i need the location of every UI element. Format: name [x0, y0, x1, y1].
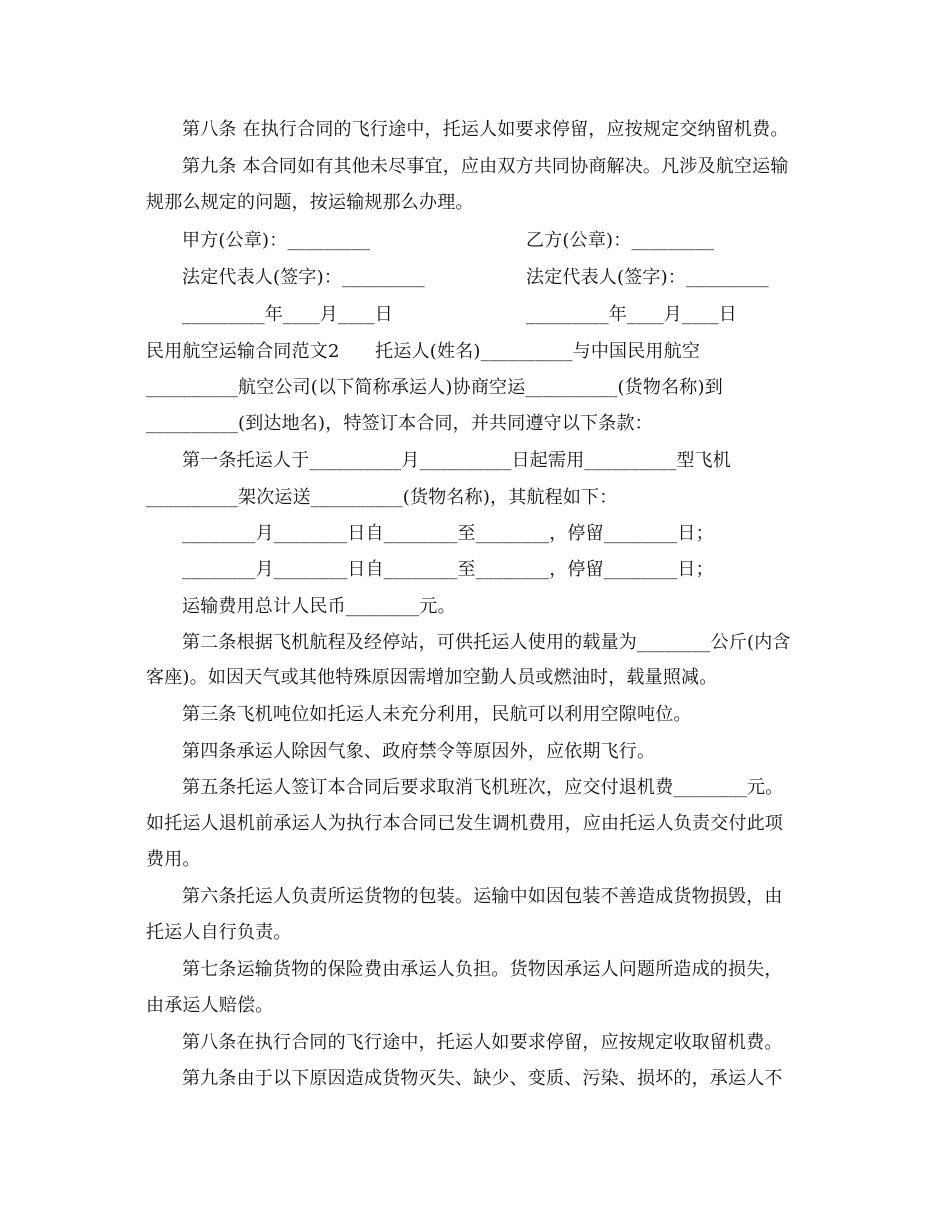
clause-9-text: 第九条由于以下原因造成货物灭失、缺少、变质、污染、损坏的，承运人不	[182, 1068, 783, 1089]
route-line-2: ________月________日自________至________，停留________日；	[182, 559, 714, 580]
clause-6-text-cont: 托运人自行负责。	[146, 922, 292, 943]
clause-2-text-cont: 客座)。如因天气或其他特殊原因需增加空勤人员或燃油时，载量照减。	[146, 667, 718, 688]
party-b-representative: 法定代表人(签字)：_________	[526, 267, 769, 288]
clause-1-text: 第一条托运人于__________月__________日起需用__________型飞机	[182, 450, 731, 471]
clause-6-text: 第六条托运人负责所运货物的包装。运输中如因包装不善造成货物损毁，由	[182, 886, 783, 907]
sample-2-intro-cont: __________(到达地名)，特签订本合同，并共同遵守以下条款：	[146, 413, 653, 434]
article-8-text: 第八条 在执行合同的飞行途中，托运人如要求停留，应按规定交纳留机费。	[182, 119, 789, 140]
sample-2-heading: 民用航空运输合同范文2 托运人(姓名)__________与中国民用航空	[146, 341, 701, 362]
clause-3-text: 第三条飞机吨位如托运人未充分利用，民航可以利用空隙吨位。	[182, 704, 692, 725]
party-a-seal: 甲方(公章)：_________	[182, 230, 371, 251]
clause-2-text: 第二条根据飞机航程及经停站，可供托运人使用的载量为________公斤(内含	[182, 632, 791, 653]
clause-1-text-cont: __________架次运送__________(货物名称)，其航程如下：	[146, 487, 618, 508]
total-fee-line: 运输费用总计人民币________元。	[182, 596, 456, 617]
sample-2-intro: __________航空公司(以下简称承运人)协商空运__________(货物名称)到	[146, 377, 723, 398]
party-b-seal: 乙方(公章)：_________	[526, 230, 715, 251]
party-b-date: _________年____月____日	[526, 304, 737, 325]
article-9-text: 第九条 本合同如有其他未尽事宜，应由双方共同协商解决。凡涉及航空运输	[182, 156, 789, 177]
party-a-date: _________年____月____日	[182, 304, 393, 325]
clause-4-text: 第四条承运人除因气象、政府禁令等原因外，应依期飞行。	[182, 741, 656, 762]
route-line-1: ________月________日自________至________，停留________日；	[182, 523, 714, 544]
clause-7-text-cont: 由承运人赔偿。	[146, 995, 274, 1016]
clause-7-text: 第七条运输货物的保险费由承运人负担。货物因承运人问题所造成的损失，	[182, 959, 783, 980]
clause-5-text: 第五条托运人签订本合同后要求取消飞机班次，应交付退机费________元。	[182, 777, 784, 798]
clause-5-text-end: 费用。	[146, 849, 201, 870]
clause-8-text: 第八条在执行合同的飞行途中，托运人如要求停留，应按规定收取留机费。	[182, 1032, 783, 1053]
clause-5-text-cont: 如托运人退机前承运人为执行本合同已发生调机费用，应由托运人负责交付此项	[146, 813, 783, 834]
article-9-text-cont: 规那么规定的问题，按运输规那么办理。	[146, 192, 474, 213]
party-a-representative: 法定代表人(签字)：_________	[182, 267, 425, 288]
